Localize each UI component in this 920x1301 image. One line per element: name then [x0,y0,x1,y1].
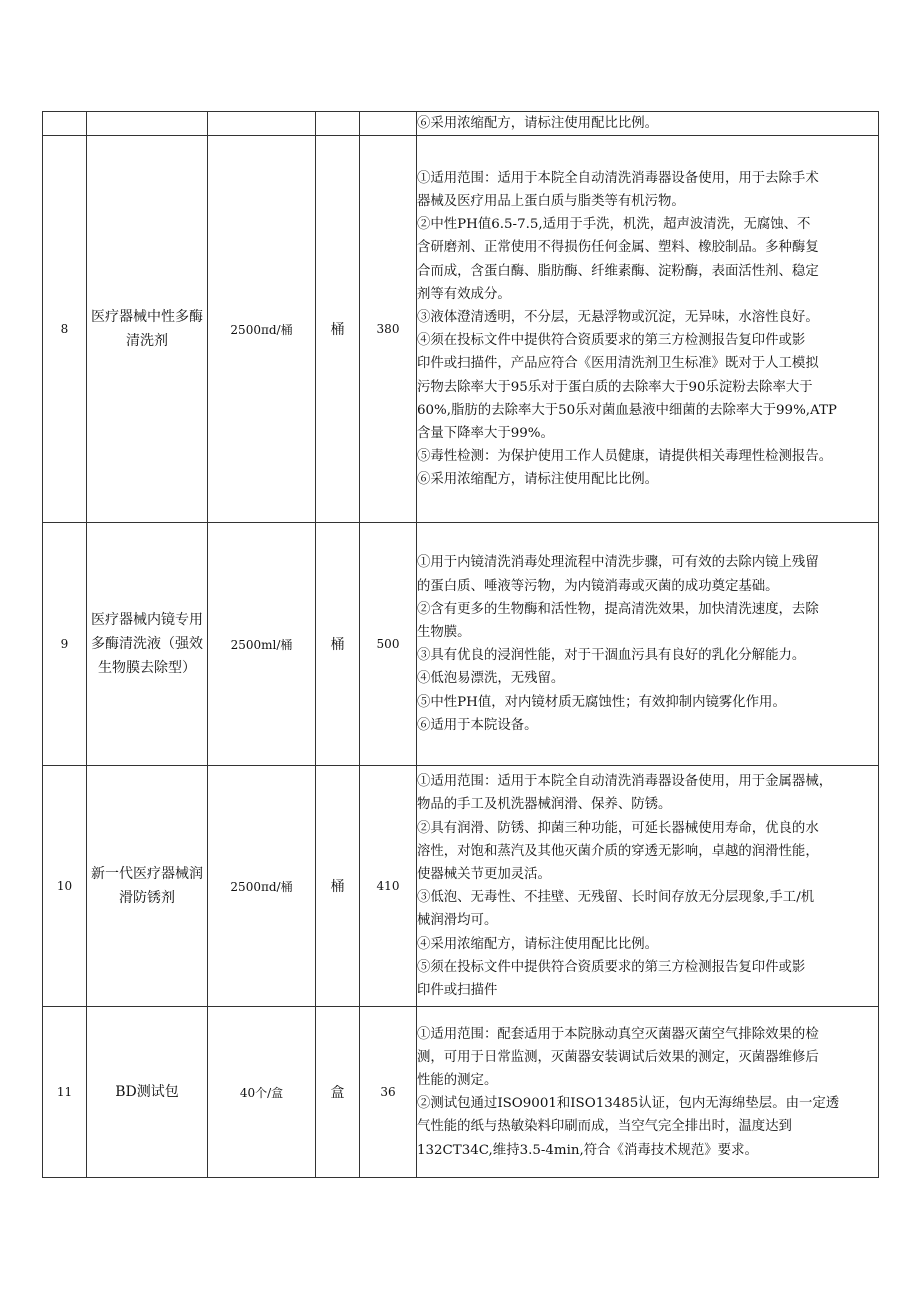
table-row [43,523,879,766]
product-name: 新一代医疗器械润滑防锈剂 [87,766,208,1007]
requirement-line: ⑤毒性检测：为保护使用工作人员健康，请提供相关毒理性检测报告。 [417,449,833,465]
requirement-line: 含研磨剂、正常使用不得损伤任何金属、塑料、橡胶制品。多种酶复 [417,240,819,256]
requirement-line: 生物膜。 [417,625,471,640]
requirement-line: 物品的手工及机洗器械润滑、保养、防锈。 [417,797,672,813]
product-spec: 40个/盒 [208,1007,316,1178]
requirement-line: 器械及医疗用品上蛋白质与脂类等有机污物。 [417,193,685,209]
requirement-line: 使器械关节更加灵活。 [417,867,551,882]
product-price [360,112,417,136]
requirement-line: 剂等有效成分。 [417,286,511,302]
product-requirements [417,766,879,1007]
requirement-line: ⑥采用浓缩配方，请标注使用配比比例。 [417,116,659,131]
requirement-line: ⑥采用浓缩配方，请标注使用配比比例。 [417,472,659,488]
requirement-line: ①适用范围：配套适用于本院脉动真空灭菌器灭菌空气排除效果的检 [417,1026,819,1042]
product-name: BD测试包 [87,1007,208,1178]
table-row [43,136,879,523]
requirement-line: ⑤须在投标文件中提供符合资质要求的第三方检测报告复印件或影 [417,959,806,975]
requirement-line: 测，可用于日常监测，灭菌器安装调试后效果的测定，灭菌器维修后 [417,1049,819,1065]
product-price: 380 [360,136,417,523]
product-price: 36 [360,1007,417,1178]
product-requirements [417,136,879,523]
requirement-line: ③液体澄清透明，不分层，无悬浮物或沉淀，无异味，水溶性良好。 [417,310,819,325]
product-requirements [417,523,879,766]
requirement-line: 印件或扫描件 [417,983,498,999]
requirement-line: 的蛋白质、唾液等污物，为内镜消毒或灭菌的成功奠定基础。 [417,578,779,594]
requirement-line: 合而成，含蛋白酶、脂肪酶、纤维素酶、淀粉酶，表面活性剂、稳定 [417,263,819,279]
requirement-line: ③低泡、无毒性、不挂壁、无残留、长时间存放无分层现象,手工/机 [417,890,815,906]
requirement-line: ④采用浓缩配方，请标注使用配比比例。 [417,936,659,952]
product-name: 医疗器械中性多酶清洗剂 [87,136,208,523]
product-name [87,112,208,136]
product-price: 410 [360,766,417,1007]
requirement-line: 污物去除率大于95乐对于蛋白质的去除率大于90乐淀粉去除率大于 [417,379,813,395]
row-number [43,112,87,136]
requirement-line: 溶性，对饱和蒸汽及其他灭菌介质的穿透无影响，卓越的润滑性能， [417,843,819,859]
row-number: 10 [43,766,87,1007]
requirement-line: 性能的测定。 [417,1073,498,1088]
row-number: 8 [43,136,87,523]
requirement-line: 印件或扫描件，产品应符合《医用清洗剂卫生标准》既对于人工模拟 [417,356,819,372]
product-unit: 桶 [316,766,360,1007]
product-spec: 2500πd/桶 [208,136,316,523]
product-spec: 2500ml/桶 [208,523,316,766]
requirement-line: 含量下降率大于99%。 [417,426,554,442]
requirement-line: ②中性PH值6.5-7.5,适用于手洗，机洗，超声波清洗，无腐蚀、不 [417,217,811,233]
product-requirements [417,112,879,136]
row-number: 9 [43,523,87,766]
requirement-line: ①适用范围：适用于本院全自动清洗消毒器设备使用，用于金属器械， [417,774,833,790]
requirement-line: ⑤中性PH值，对内镜材质无腐蚀性；有效抑制内镜雾化作用。 [417,694,786,710]
requirement-line: ③具有优良的浸润性能，对于干涸血污具有良好的乳化分解能力。 [417,648,806,664]
requirement-line: 132CT34C,维持3.5-4min,符合《消毒技术规范》要求。 [417,1142,758,1158]
requirement-line: ②具有润滑、防锈、抑菌三种功能，可延长器械使用寿命，优良的水 [417,820,819,836]
requirement-line: ①用于内镜清洗消毒处理流程中清洗步骤，可有效的去除内镜上残留 [417,555,819,571]
product-spec-table [42,111,879,1178]
requirement-line: ①适用范围：适用于本院全自动清洗消毒器设备使用，用于去除手术 [417,170,819,186]
product-unit [316,112,360,136]
product-requirements [417,1007,879,1178]
requirement-line: 60%,脂肪的去除率大于50乐对菌血悬液中细菌的去除率大于99%,ATP [417,402,837,418]
product-unit: 桶 [316,136,360,523]
product-name: 医疗器械内镜专用多酶清洗液（强效生物膜去除型） [87,523,208,766]
product-spec [208,112,316,136]
requirement-line: ⑥适用于本院设备。 [417,717,538,733]
product-price: 500 [360,523,417,766]
product-spec: 2500πd/桶 [208,766,316,1007]
requirement-line: 气性能的纸与热敏染料印刷而成，当空气完全排出时，温度达到 [417,1119,792,1135]
requirement-line: 械润滑均可。 [417,913,498,929]
table-row [43,1007,879,1178]
table-row [43,766,879,1007]
row-number: 11 [43,1007,87,1178]
requirement-line: ②含有更多的生物酶和活性物，提高清洗效果，加快清洗速度，去除 [417,601,819,617]
requirement-line: ④须在投标文件中提供符合资质要求的第三方检测报告复印件或影 [417,333,806,349]
table-row [43,112,879,136]
product-unit: 桶 [316,523,360,766]
requirement-line: ④低泡易漂洗，无残留。 [417,671,565,687]
requirement-line: ②测试包通过ISO9001和ISO13485认证，包内无海绵垫层。由一定透 [417,1096,840,1112]
product-unit: 盒 [316,1007,360,1178]
